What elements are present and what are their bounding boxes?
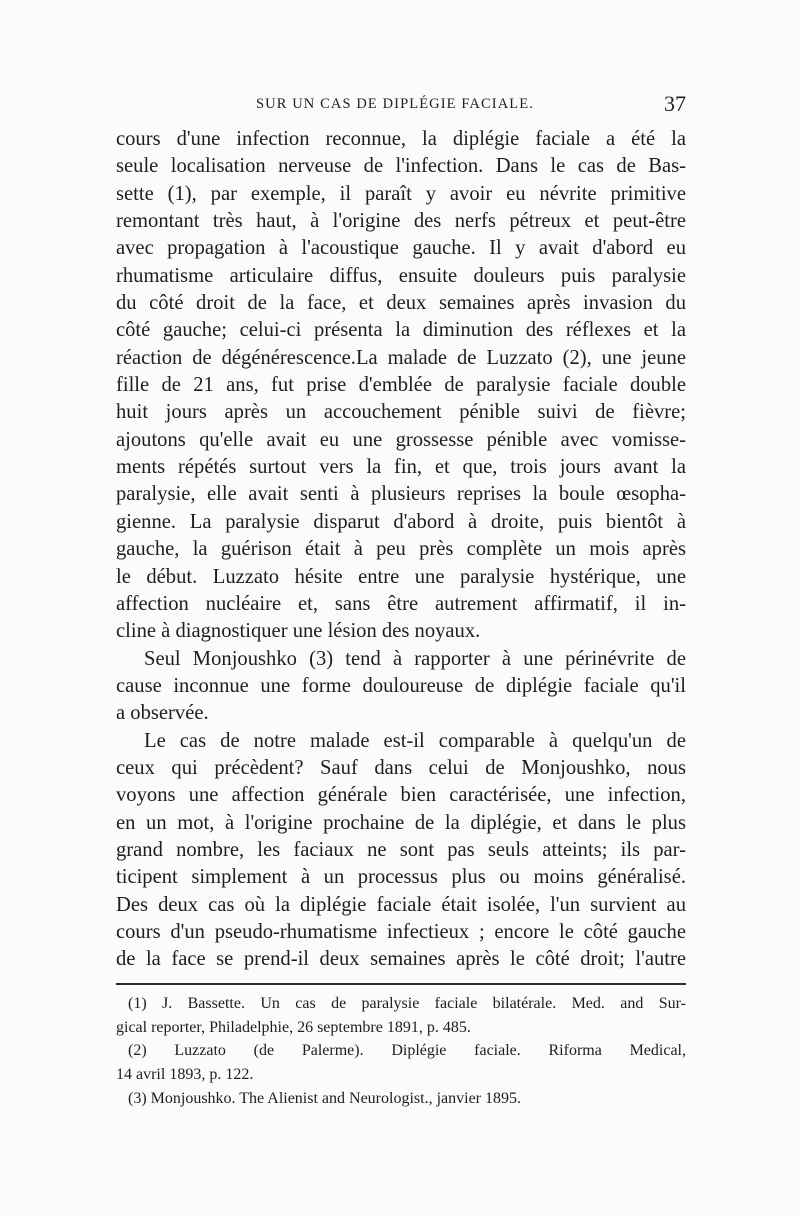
footnotes bbox=[116, 992, 686, 1110]
text-line: a observée. bbox=[116, 702, 209, 725]
text-line: avec propagation à l'acoustique gauche. Il y avait d'abord eu bbox=[116, 237, 686, 260]
text-line: côté gauche; celui-ci présenta la diminution des réflexes et la bbox=[116, 319, 686, 342]
text-line: huit jours après un accouchement pénible suivi de fièvre; bbox=[116, 401, 686, 424]
footnote-line: 14 avril 1893, p. 122. bbox=[116, 1066, 254, 1084]
text-line: gauche, la guérison était à peu près complète un mois après bbox=[116, 538, 686, 561]
text-line: cause inconnue une forme douloureuse de diplégie faciale qu'il bbox=[116, 674, 686, 697]
text-line: cours d'une infection reconnue, la diplégie faciale a été la bbox=[116, 128, 686, 150]
text-line: voyons une affection générale bien caractérisée, une infection, bbox=[116, 784, 686, 807]
body-text bbox=[116, 126, 686, 974]
text-line: fille de 21 ans, fut prise d'emblée de paralysie faciale double bbox=[116, 374, 686, 397]
text-line: réaction de dégénérescence.La malade de Luzzato (2), une jeune bbox=[116, 346, 686, 369]
text-line: seule localisation nerveuse de l'infection. Dans le cas de Bas- bbox=[116, 155, 686, 178]
text-line: cline à diagnostiquer une lésion des noyaux. bbox=[116, 620, 481, 643]
text-line: gienne. La paralysie disparut d'abord à droite, puis bientôt à bbox=[116, 510, 686, 533]
text-line: du côté droit de la face, et deux semaines après invasion du bbox=[116, 292, 686, 315]
text-line: ceux qui précèdent? Sauf dans celui de Monjoushko, nous bbox=[116, 756, 686, 779]
text-line: en un mot, à l'origine prochaine de la diplégie, et dans le plus bbox=[116, 811, 686, 834]
text-line: de la face se prend-il deux semaines après le côté droit; l'autre bbox=[116, 948, 686, 971]
footnote-line: (3) Monjoushko. The Alienist and Neurologist., janvier 1895. bbox=[128, 1089, 521, 1107]
text-line: sette (1), par exemple, il paraît y avoir eu névrite primitive bbox=[116, 182, 686, 205]
footnote-line: gical reporter, Philadelphie, 26 septembre 1891, p. 485. bbox=[116, 1018, 471, 1036]
page-header bbox=[116, 91, 686, 122]
text-line: Des deux cas où la diplégie faciale était isolée, l'un survient au bbox=[116, 893, 686, 916]
footnote-line: (1) J. Bassette. Un cas de paralysie faciale bilatérale. Med. and Sur- bbox=[128, 995, 686, 1012]
text-line: ticipent simplement à un processus plus ou moins généralisé. bbox=[116, 866, 686, 889]
running-title: SUR UN CAS DE DIPLÉGIE FACIALE. bbox=[256, 96, 534, 112]
footnote-line: (2) Luzzato (de Palerme). Diplégie faciale. Riforma Medical, bbox=[128, 1042, 686, 1060]
page-number: 37 bbox=[664, 91, 686, 116]
text-line: remontant très haut, à l'origine des nerfs pétreux et peut-être bbox=[116, 210, 686, 233]
text-line: ments répétés surtout vers la fin, et que, trois jours avant la bbox=[116, 456, 686, 479]
text-line: ajoutons qu'elle avait eu une grossesse pénible avec vomisse- bbox=[116, 428, 686, 451]
footnote-separator bbox=[116, 983, 686, 985]
text-line: affection nucléaire et, sans être autrement affirmatif, il in- bbox=[116, 592, 686, 615]
text-line: Seul Monjoushko (3) tend à rapporter à une périnévrite de bbox=[144, 647, 686, 670]
text-line: rhumatisme articulaire diffus, ensuite douleurs puis paralysie bbox=[116, 264, 686, 287]
text-line: grand nombre, les faciaux ne sont pas seuls atteints; ils par- bbox=[116, 838, 686, 861]
text-line: le début. Luzzato hésite entre une paralysie hystérique, une bbox=[116, 565, 686, 588]
text-line: cours d'un pseudo-rhumatisme infectieux ; encore le côté gauche bbox=[116, 920, 686, 943]
text-line: Le cas de notre malade est-il comparable à quelqu'un de bbox=[144, 729, 686, 752]
text-line: paralysie, elle avait senti à plusieurs reprises la boule œsopha- bbox=[116, 483, 686, 506]
